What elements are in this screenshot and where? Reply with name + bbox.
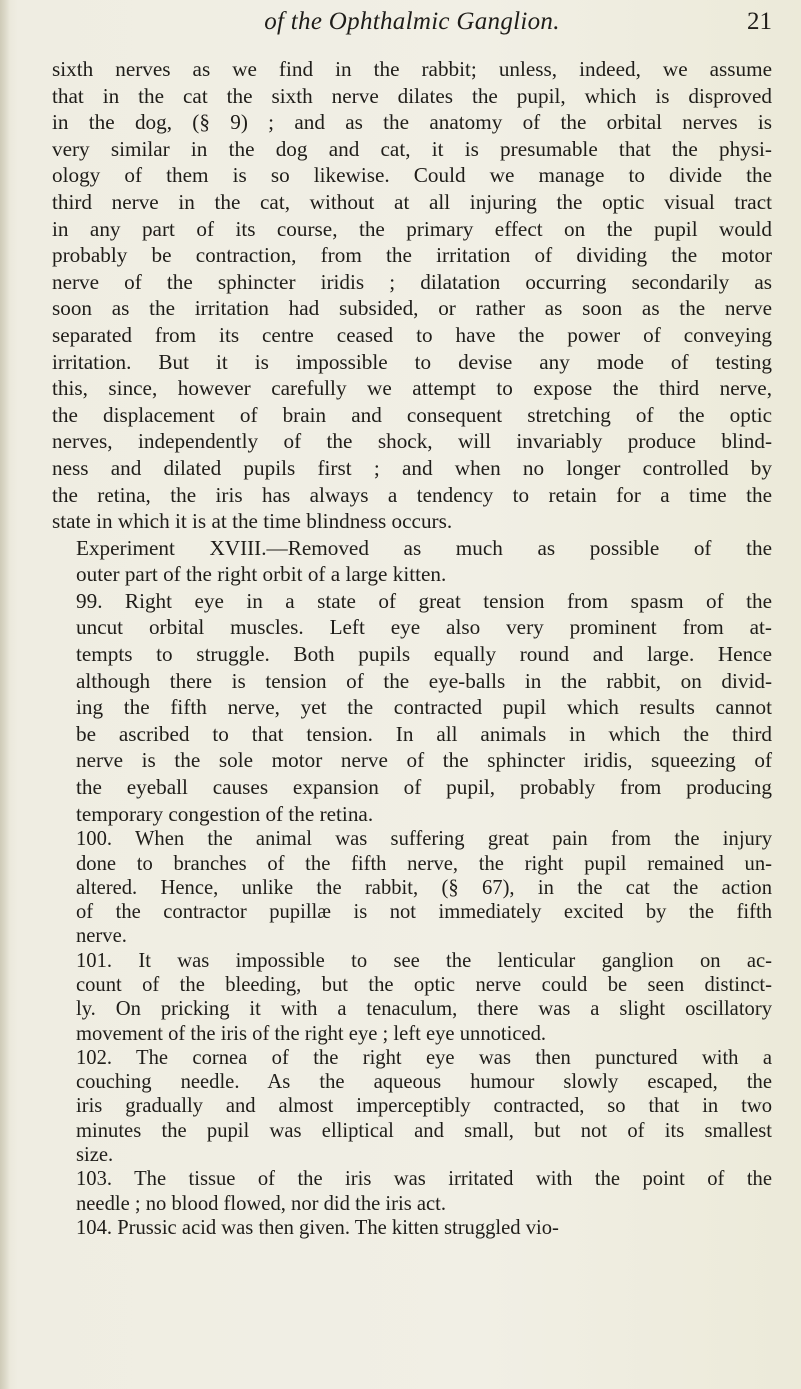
text-line: state in which it is at the time blindness occurs. bbox=[52, 509, 453, 534]
text-line: 102. The cornea of the right eye was then punctured with a bbox=[76, 1046, 772, 1069]
text-line: ing the fifth nerve, yet the contracted pupil which results cannot bbox=[76, 695, 772, 720]
text-line: couching needle. As the aqueous humour slowly escaped, the bbox=[76, 1071, 772, 1094]
text-line: although there is tension of the eye-balls in the rabbit, on divid- bbox=[76, 668, 772, 693]
text-line: be ascribed to that tension. In all animals in which the third bbox=[76, 721, 772, 746]
text-line: soon as the irritation had subsided, or rather as soon as the nerve bbox=[52, 296, 772, 321]
text-line: movement of the iris of the right eye ; left eye unnoticed. bbox=[76, 1022, 547, 1045]
text-line: ology of them is so likewise. Could we manage to divide the bbox=[52, 163, 772, 188]
text-line: uncut orbital muscles. Left eye also very prominent from at- bbox=[76, 615, 772, 640]
text-line: irritation. But it is impossible to devise any mode of testing bbox=[52, 349, 772, 374]
text-line: iris gradually and almost imperceptibly contracted, so that in two bbox=[76, 1095, 772, 1118]
paragraph bbox=[52, 827, 772, 948]
text-line: that in the cat the sixth nerve dilates the pupil, which is disproved bbox=[52, 83, 772, 108]
text-line: the retina, the iris has always a tendency to retain for a time the bbox=[52, 482, 772, 507]
text-line: tempts to struggle. Both pupils equally round and large. Hence bbox=[76, 642, 772, 667]
paragraph bbox=[52, 56, 772, 535]
text-line: 99. Right eye in a state of great tension from spasm of the bbox=[76, 588, 772, 613]
text-line: count of the bleeding, but the optic nerve could be seen distinct- bbox=[76, 974, 772, 996]
text-line: size. bbox=[76, 1144, 114, 1167]
paragraph bbox=[52, 535, 772, 588]
text-line: nerve of the sphincter iridis ; dilatation occurring secondarily as bbox=[52, 269, 772, 294]
text-line: sixth nerves as we find in the rabbit; unless, indeed, we assume bbox=[52, 57, 772, 81]
text-line: Experiment XVIII.—Removed as much as possible of the bbox=[76, 535, 772, 560]
paragraph bbox=[52, 1167, 772, 1216]
text-line: separated from its centre ceased to have the power of conveying bbox=[52, 322, 772, 347]
text-line: this, since, however carefully we attempt to expose the third nerve, bbox=[52, 376, 772, 401]
text-line: done to branches of the fifth nerve, the right pupil remained un- bbox=[76, 852, 772, 875]
page-header bbox=[52, 8, 772, 44]
text-line: ness and dilated pupils first ; and when no longer controlled by bbox=[52, 455, 772, 480]
text-line: probably be contraction, from the irritation of dividing the motor bbox=[52, 243, 772, 268]
text-line: nerve is the sole motor nerve of the sphincter iridis, squeezing of bbox=[76, 748, 772, 773]
text-line: needle ; no blood flowed, nor did the iris act. bbox=[76, 1192, 447, 1215]
paragraph bbox=[52, 588, 772, 827]
page-gutter-shadow bbox=[0, 0, 10, 1389]
text-line: 100. When the animal was suffering great pain from the injury bbox=[76, 828, 772, 851]
paragraph bbox=[52, 949, 772, 1046]
text-line: 103. The tissue of the iris was irritated with the point of the bbox=[76, 1168, 772, 1191]
text-line: outer part of the right orbit of a large kitten. bbox=[76, 562, 447, 587]
body-text bbox=[52, 56, 772, 1240]
text-line: 101. It was impossible to see the lenticular ganglion on ac- bbox=[76, 949, 772, 972]
text-line: very similar in the dog and cat, it is presumable that the physi- bbox=[52, 136, 772, 161]
text-line: temporary congestion of the retina. bbox=[76, 801, 374, 826]
paragraph bbox=[52, 1046, 772, 1167]
text-line: minutes the pupil was elliptical and small, but not of its smallest bbox=[76, 1119, 772, 1142]
text-line: nerve. bbox=[76, 925, 127, 948]
paragraph bbox=[52, 1216, 772, 1240]
page-number: 21 bbox=[747, 8, 772, 35]
text-line: ly. On pricking it with a tenaculum, there was a slight oscillatory bbox=[76, 998, 772, 1021]
text-line: the displacement of brain and consequent stretching of the optic bbox=[52, 402, 772, 427]
text-line: 104. Prussic acid was then given. The kitten struggled vio- bbox=[76, 1216, 559, 1239]
text-line: altered. Hence, unlike the rabbit, (§ 67), in the cat the action bbox=[76, 876, 772, 899]
running-head: of the Ophthalmic Ganglion. bbox=[264, 8, 560, 35]
text-line: third nerve in the cat, without at all injuring the optic visual tract bbox=[52, 189, 772, 214]
text-line: nerves, independently of the shock, will invariably produce blind- bbox=[52, 429, 772, 454]
text-line: of the contractor pupillæ is not immediately excited by the fifth bbox=[76, 901, 772, 924]
text-line: in the dog, (§ 9) ; and as the anatomy of the orbital nerves is bbox=[52, 110, 772, 135]
text-line: in any part of its course, the primary effect on the pupil would bbox=[52, 216, 772, 241]
text-line: the eyeball causes expansion of pupil, probably from producing bbox=[76, 775, 772, 800]
